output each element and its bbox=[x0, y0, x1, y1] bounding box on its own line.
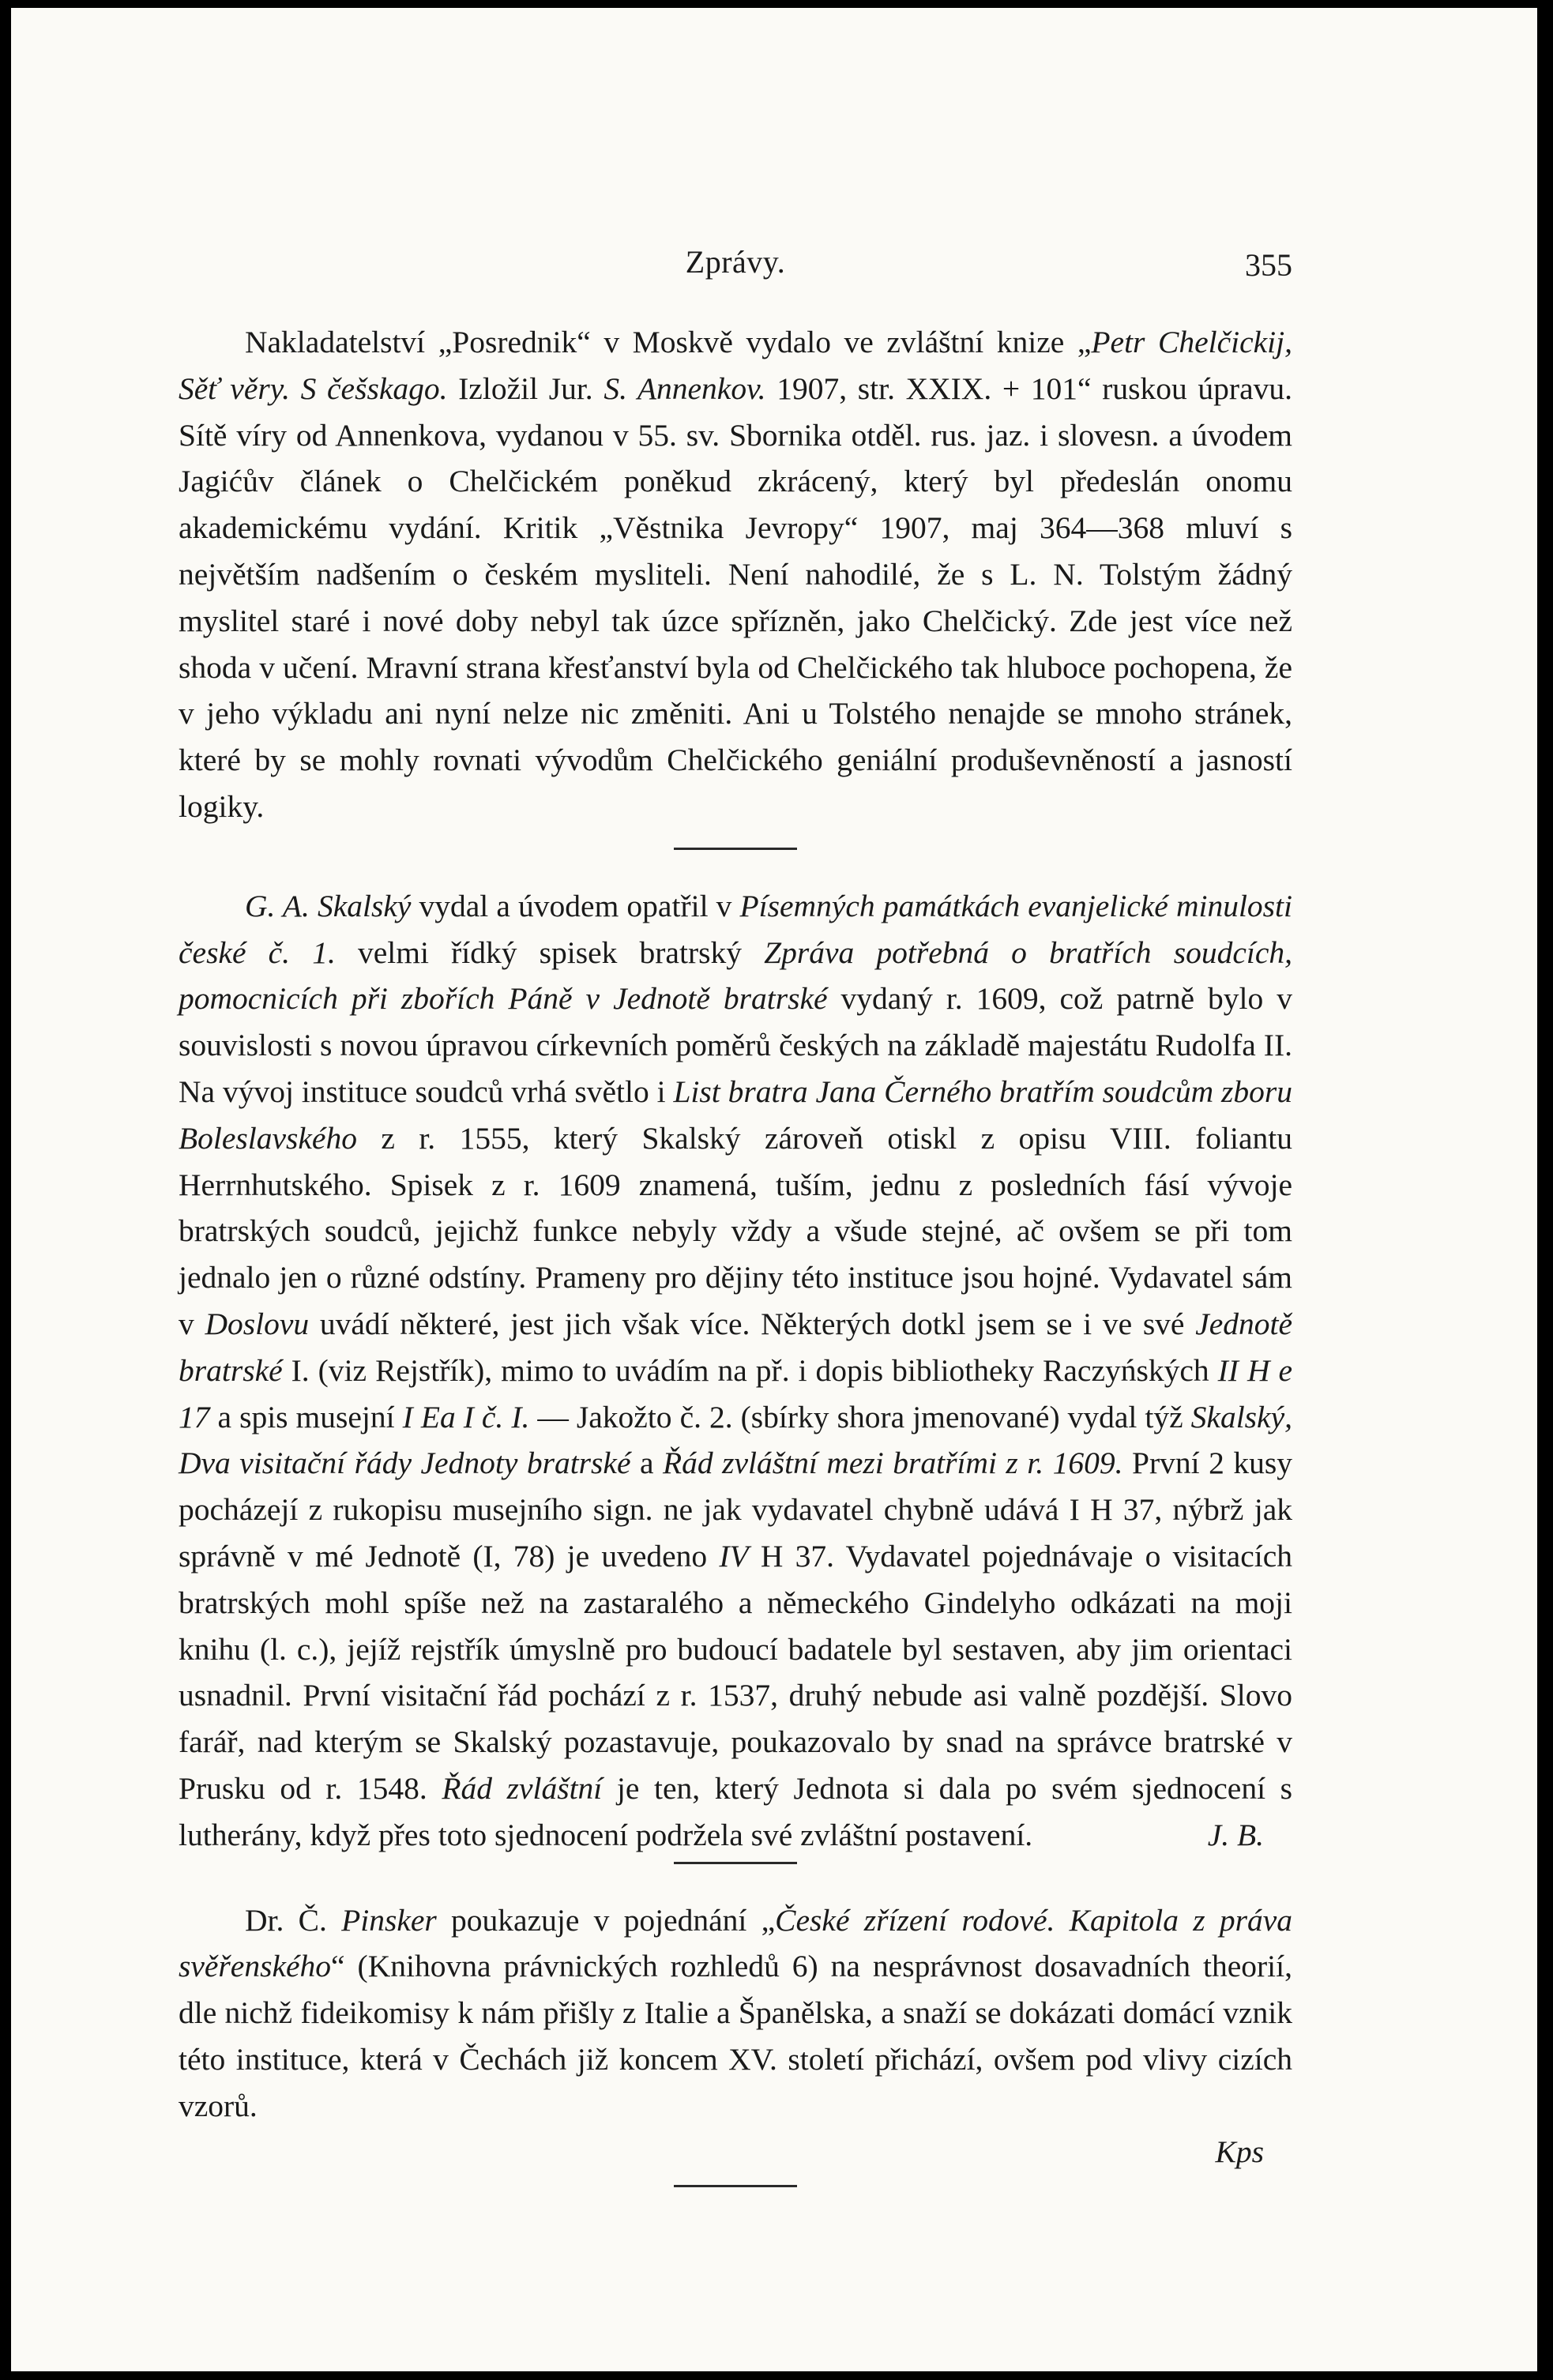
text-run: velmi řídký spisek bratrský bbox=[335, 934, 765, 970]
text-run: je ten, který Jednota si dala po svém sjednocení s lutherány, když přes toto sjednocení podržela své zvláštní postavení. bbox=[179, 1770, 1293, 1852]
text-run: z r. 1555, který Skalský zároveň otiskl z opisu VIII. foliantu Herrnhutského. Spisek z r. 1609 znamená, tuším, jednu z posledních fásí vývoje bratrských soudců, jejichž funkce nebyly vždy a všude stejné, ač ovšem se při tom jednalo jen o různé odstíny. Prameny pro dějiny této instituce jsou hojné. Vydavatel sám v bbox=[179, 1120, 1292, 1341]
text-run: Dr. Č. bbox=[245, 1902, 342, 1938]
text-run: a bbox=[630, 1446, 664, 1481]
section-separator bbox=[674, 1862, 797, 1864]
section-separator bbox=[674, 2185, 797, 2187]
running-title: Zprávy. bbox=[685, 244, 786, 280]
italic-text-run: Písemných památkách evanjelické minulosti české č. 1. bbox=[179, 888, 1292, 970]
paragraph-skalsky bbox=[179, 883, 1292, 1859]
text-run: uvádí některé, jest jich však více. Některých dotkl jsem se i ve své bbox=[309, 1306, 1196, 1341]
italic-text-run: S. Annenkov. bbox=[604, 370, 766, 406]
text-run: poukazuje v pojednání „ bbox=[436, 1902, 776, 1938]
italic-text-run: Skalský, Dva visitační řády Jednoty bratrské bbox=[179, 1399, 1292, 1481]
text-run: a spis musejní bbox=[209, 1399, 403, 1434]
text-run: vydaný r. 1609, což patrně bylo v souvislosti s novou úpravou církevních poměrů českých na základě majestátu Rudolfa II. Na vývoj instituce soudců vrhá světlo i bbox=[179, 981, 1292, 1109]
page-number: 355 bbox=[1245, 247, 1292, 283]
text-run: I. (viz Rejstřík), mimo to uvádím na př. i dopis bibliotheky Raczyńských bbox=[282, 1352, 1218, 1388]
text-run: “ (Knihovna právnických rozhledů 6) na nesprávnost dosavadních theorií, dle nichž fideikomisy k nám přišly z Italie a Španělska, a snaží se dokázati domácí vznik této instituce, která v Čechách již koncem XV. století přichází, ovšem pod vlivy cizích vzorů. bbox=[179, 1949, 1292, 2123]
text-run: Izložil Jur. bbox=[447, 370, 604, 406]
italic-text-run: List bratra Jana Černého bratřím soudcům zboru Boleslavského bbox=[179, 1073, 1292, 1156]
italic-text-run: Řád zvláštní mezi bratřími z r. 1609. bbox=[663, 1446, 1123, 1481]
text-run: 1907, str. XXIX. + 101“ ruskou úpravu. Sítě víry od Annenkova, vydanou v 55. sv. Sbornika otděl. rus. jaz. i slovesn. a úvodem Jagićův článek o Chelčickém poněkud zkrácený, který byl předeslán onomu akademickému vydání. Kritik „Věstnika Jevropy“ 1907, maj 364—368 mluví s největším nadšením o českém mysliteli. Není nahodilé, že s L. N. Tolstým žádný myslitel staré i nové doby nebyl tak úzce spřízněn, jako Chelčický. Zde jest více než shoda v učení. Mravní strana křesťanství byla od Chelčického tak hluboce pochopena, že v jeho výkladu ani nyní nelze nic změniti. Ani u Tolstého nenajde se mnoho stránek, které by se mohly rovnati vývodům Chelčického geniální produševněností a jasností logiky. bbox=[179, 370, 1292, 824]
text-run: První 2 kusy pocházejí z rukopisu musejního sign. ne jak vydavatel chybně udává I H 37, nýbrž jak správně v mé Jednotě (I, 78) je uvedeno bbox=[179, 1446, 1292, 1574]
text-run: vydal a úvodem opatřil v bbox=[411, 888, 740, 923]
text-run: H 37. Vydavatel pojednávaje o visitacích bratrských mohl spíše než na zastaralého a německého Gindelyho odkázati na moji knihu (l. c.), jejíž rejstřík úmyslně pro budoucí badatele byl sestaven, aby jim orientaci usnadnil. První visitační řád pochází z r. 1537, druhý nebude asi valně pozdější. Slovo farář, nad kterým se Skalský pozastavuje, poukazovalo by snad na správce bratrské v Prusku od r. 1548. bbox=[179, 1538, 1292, 1806]
italic-text-run: Doslovu bbox=[205, 1306, 310, 1341]
text-run: Nakladatelství „Posrednik“ v Moskvě vydalo ve zvláštní knize „ bbox=[245, 325, 1092, 359]
italic-text-run: České zřízení rodové. Kapitola z práva svěřenského bbox=[179, 1902, 1292, 1984]
signature-kps: Kps bbox=[1215, 2134, 1264, 2170]
italic-text-run: II H e 17 bbox=[179, 1352, 1292, 1434]
italic-text-run: I Ea I č. I. bbox=[402, 1399, 530, 1434]
paragraph-posrednik bbox=[179, 319, 1292, 830]
text-run: — Jakožto č. 2. (sbírky shora jmenované) vydal týž bbox=[529, 1399, 1191, 1434]
book-page bbox=[11, 8, 1537, 2371]
italic-text-run: Pinsker bbox=[341, 1902, 437, 1938]
running-head bbox=[179, 239, 1292, 286]
italic-text-run: Zpráva potřebná o bratřích soudcích, pomocnicích při zbořích Páně v Jednotě bratrské bbox=[179, 934, 1292, 1017]
paragraph-pinsker bbox=[179, 1897, 1292, 2130]
italic-text-run: Řád zvláštní bbox=[442, 1770, 603, 1806]
italic-text-run: G. A. Skalský bbox=[245, 888, 412, 923]
italic-text-run: IV bbox=[719, 1538, 749, 1574]
signature-jb: J. B. bbox=[1207, 1817, 1264, 1852]
text-block bbox=[179, 239, 1292, 2187]
italic-text-run: Petr Chelčickij, Sěť věry. S češskago. bbox=[179, 325, 1292, 406]
italic-text-run: Jednotě bratrské bbox=[179, 1306, 1293, 1388]
section-separator bbox=[674, 848, 797, 850]
